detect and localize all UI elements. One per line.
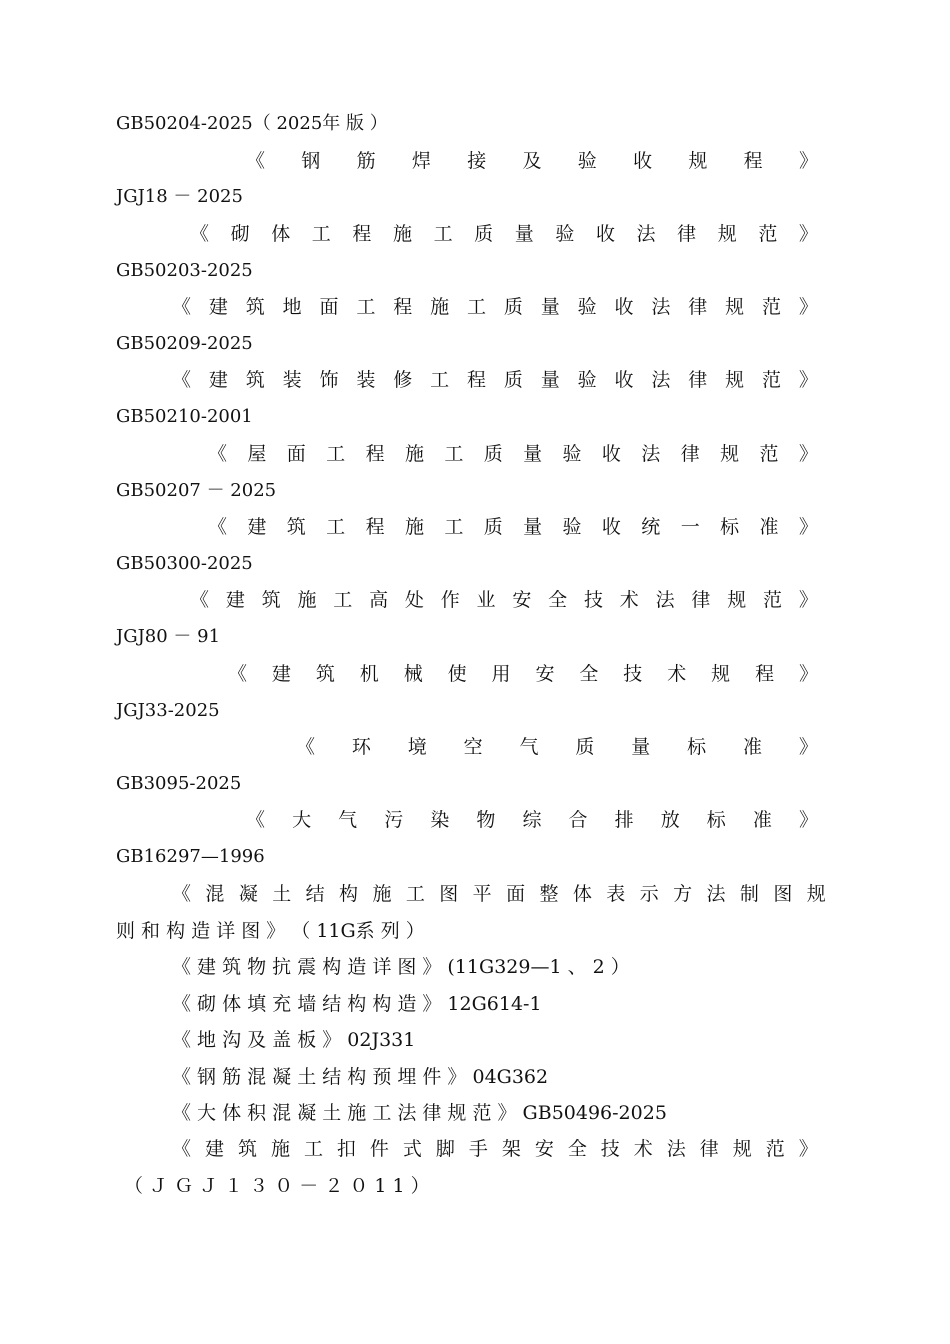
text-line-12: 《 建 筑 工 程 施 工 质 量 验 收 统 一 标 准 》 [208, 516, 818, 538]
text-line-27: 《 钢 筋 混 凝 土 结 构 预 埋 件 》 04G362 [172, 1066, 549, 1088]
text-line-25: 《 砌 体 填 充 墙 结 构 构 造 》 12G614-1 [172, 993, 542, 1015]
text-line-5: GB50203-2025 [116, 260, 253, 281]
text-line-24: 《 建 筑 物 抗 震 构 造 详 图 》 (11G329—1 、 2 ） [172, 956, 630, 978]
text-line-10: 《 屋 面 工 程 施 工 质 量 验 收 法 律 规 范 》 [208, 443, 818, 465]
text-line-2: 《 钢 筋 焊 接 及 验 收 规 程 》 [246, 150, 818, 172]
text-line-22: 《 混 凝 土 结 构 施 工 图 平 面 整 体 表 示 方 法 制 图 规 [172, 883, 826, 905]
text-line-9: GB50210-2001 [116, 406, 253, 427]
text-line-3: JGJ18 － 2025 [116, 186, 243, 207]
text-line-8: 《 建 筑 装 饰 装 修 工 程 质 量 验 收 法 律 规 范 》 [172, 369, 818, 391]
text-line-4: 《 砌 体 工 程 施 工 质 量 验 收 法 律 规 范 》 [190, 223, 818, 245]
text-line-19: GB3095-2025 [116, 773, 242, 794]
text-line-1: GB50204-2025（ 2025年 版 ） [116, 113, 388, 134]
text-line-16: 《 建 筑 机 械 使 用 安 全 技 术 规 程 》 [228, 663, 818, 685]
text-line-14: 《 建 筑 施 工 高 处 作 业 安 全 技 术 法 律 规 范 》 [190, 589, 818, 611]
text-line-20: 《 大 气 污 染 物 综 合 排 放 标 准 》 [246, 809, 818, 831]
text-line-30: （ Ｊ Ｇ Ｊ １ ３ ０ － ２ ０ 1 1 ） [124, 1175, 430, 1197]
text-line-13: GB50300-2025 [116, 553, 253, 574]
text-line-26: 《 地 沟 及 盖 板 》 02J331 [172, 1029, 416, 1051]
text-line-29: 《 建 筑 施 工 扣 件 式 脚 手 架 安 全 技 术 法 律 规 范 》 [172, 1138, 818, 1160]
text-line-17: JGJ33-2025 [116, 700, 220, 721]
text-line-28: 《 大 体 积 混 凝 土 施 工 法 律 规 范 》 GB50496-2025 [172, 1102, 667, 1124]
text-line-23: 则 和 构 造 详 图 》 （ 11G系 列 ） [116, 920, 425, 942]
text-line-11: GB50207 － 2025 [116, 480, 277, 501]
text-line-7: GB50209-2025 [116, 333, 253, 354]
text-line-18: 《 环 境 空 气 质 量 标 准 》 [296, 736, 818, 758]
text-line-15: JGJ80 － 91 [116, 626, 221, 647]
text-line-21: GB16297—1996 [116, 846, 265, 867]
text-line-6: 《 建 筑 地 面 工 程 施 工 质 量 验 收 法 律 规 范 》 [172, 296, 818, 318]
